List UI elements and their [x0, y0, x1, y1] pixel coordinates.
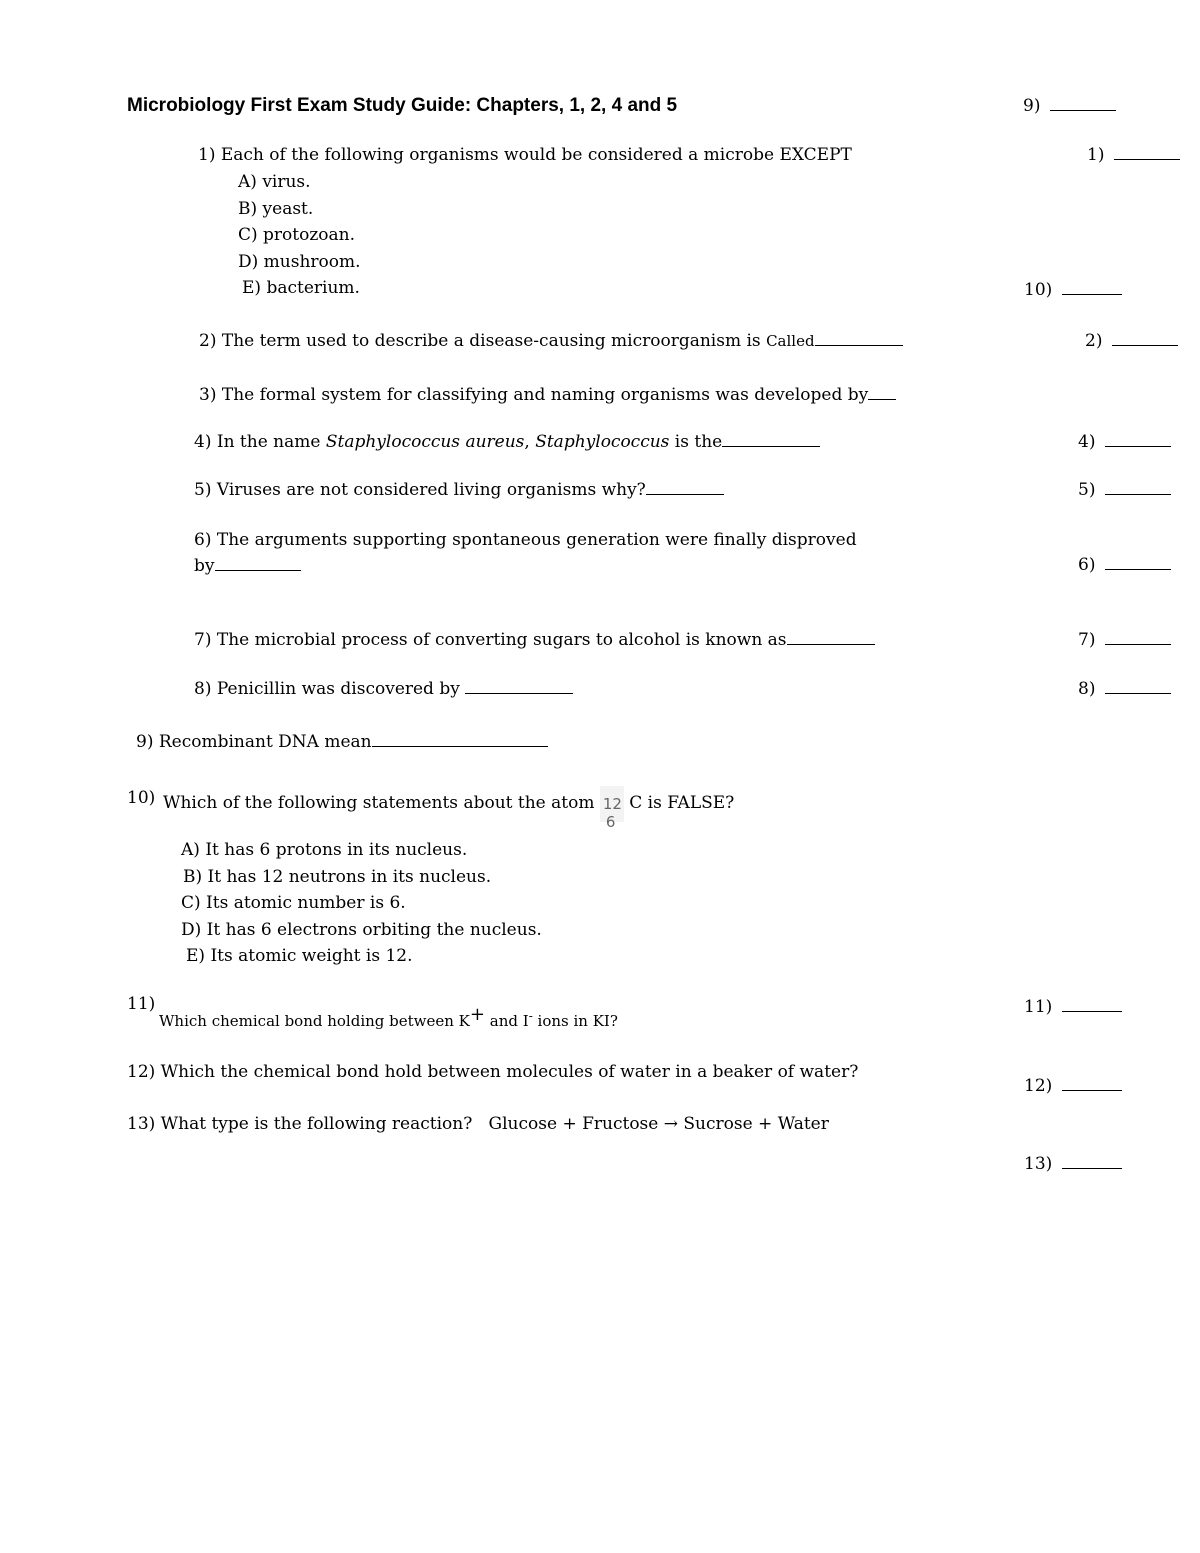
question-11-after: ions in KI?: [537, 1012, 618, 1030]
answer-slot-11[interactable]: [1024, 997, 1122, 1017]
answer-line: [1050, 109, 1116, 111]
answer-label: 10): [1024, 280, 1053, 300]
answer-line: [1105, 493, 1171, 495]
answer-label: 9): [1023, 96, 1041, 116]
answer-blank[interactable]: [787, 643, 875, 645]
question-10-stem: [163, 785, 735, 831]
answer-label: 12): [1024, 1076, 1053, 1096]
question-3: [199, 385, 896, 405]
answer-line: [1105, 692, 1171, 694]
question-11-number: 11): [127, 994, 156, 1014]
answer-label: 4): [1078, 432, 1096, 452]
answer-blank[interactable]: [722, 445, 820, 447]
answer-label: 1): [1087, 145, 1105, 165]
genus-name: Staphylococcus: [535, 432, 670, 452]
question-7-text: 7) The microbial process of converting sugars to alcohol is known as: [194, 630, 787, 650]
answer-slot-9[interactable]: [1023, 96, 1116, 116]
question-10-option-e: E) Its atomic weight is 12.: [186, 946, 413, 966]
question-1-option-a: A) virus.: [238, 172, 311, 192]
species-name: Staphylococcus aureus: [325, 432, 525, 452]
plus-charge: +: [469, 1004, 485, 1025]
question-2: [199, 331, 903, 351]
answer-line: [1062, 1010, 1122, 1012]
answer-line: [1105, 643, 1171, 645]
page-title: Microbiology First Exam Study Guide: Chapters, 1, 2, 4 and 5: [127, 95, 678, 116]
question-10-option-a: A) It has 6 protons in its nucleus.: [181, 840, 468, 860]
answer-line: [1105, 445, 1171, 447]
answer-slot-13[interactable]: [1024, 1154, 1122, 1174]
question-7: [194, 630, 875, 650]
answer-blank[interactable]: [815, 344, 903, 346]
answer-line: [1062, 293, 1122, 295]
question-10-stem-after: C is FALSE?: [629, 793, 735, 813]
question-10-stem-before: Which of the following statements about the atom: [163, 793, 595, 813]
question-10-option-c: C) Its atomic number is 6.: [181, 893, 406, 913]
answer-slot-8[interactable]: [1078, 679, 1171, 699]
answer-label: 7): [1078, 630, 1096, 650]
answer-line: [1105, 568, 1171, 570]
minus-charge: -: [528, 1009, 533, 1023]
answer-slot-6[interactable]: [1078, 555, 1171, 575]
answer-line: [1062, 1089, 1122, 1091]
question-2-called: Called: [766, 332, 815, 350]
question-1-stem: 1) Each of the following organisms would be considered a microbe EXCEPT: [198, 145, 852, 165]
question-4-suffix: is the: [669, 432, 723, 452]
question-5-text: 5) Viruses are not considered living organisms why?: [194, 480, 646, 500]
answer-slot-12[interactable]: [1024, 1076, 1122, 1096]
answer-slot-4[interactable]: [1078, 432, 1171, 452]
question-1-option-d: D) mushroom.: [238, 252, 361, 272]
question-1-option-b: B) yeast.: [238, 199, 314, 219]
question-10-option-d: D) It has 6 electrons orbiting the nucleus.: [181, 920, 542, 940]
carbon-isotope-notation: [600, 786, 624, 831]
question-3-text: 3) The formal system for classifying and naming organisms was developed by: [199, 385, 869, 405]
question-1-option-e: E) bacterium.: [242, 278, 360, 298]
answer-blank[interactable]: [868, 398, 896, 400]
question-6-by: by: [194, 556, 215, 576]
question-2-text: 2) The term used to describe a disease-causing microorganism is: [199, 331, 761, 351]
atomic-number: 6: [605, 812, 616, 831]
answer-blank[interactable]: [372, 745, 548, 747]
answer-label: 8): [1078, 679, 1096, 699]
question-10-number: 10): [127, 788, 156, 808]
question-8: [194, 679, 573, 699]
answer-label: 6): [1078, 555, 1096, 575]
answer-slot-10[interactable]: [1024, 280, 1122, 300]
answer-slot-5[interactable]: [1078, 480, 1171, 500]
answer-slot-7[interactable]: [1078, 630, 1171, 650]
answer-line: [1114, 158, 1180, 160]
question-6-line2: [194, 556, 301, 576]
question-13: 13) What type is the following reaction? Glucose + Fructose → Sucrose + Water: [127, 1114, 829, 1134]
question-11-before: Which chemical bond holding between K: [159, 1012, 470, 1030]
question-12: 12) Which the chemical bond hold between molecules of water in a beaker of water?: [127, 1062, 859, 1082]
answer-line: [1062, 1167, 1122, 1169]
question-1-option-c: C) protozoan.: [238, 225, 356, 245]
answer-label: 5): [1078, 480, 1096, 500]
answer-label: 2): [1085, 331, 1103, 351]
question-8-text: 8) Penicillin was discovered by: [194, 679, 466, 699]
answer-blank[interactable]: [215, 569, 301, 571]
question-11-text: [159, 1004, 618, 1030]
question-5: [194, 480, 724, 500]
question-10-option-b: B) It has 12 neutrons in its nucleus.: [183, 867, 492, 887]
question-6-line1: 6) The arguments supporting spontaneous generation were finally disproved: [194, 530, 857, 550]
question-4-comma: ,: [524, 432, 536, 452]
answer-label: 13): [1024, 1154, 1053, 1174]
answer-slot-1[interactable]: [1087, 145, 1180, 165]
answer-slot-2[interactable]: [1085, 331, 1178, 351]
answer-blank[interactable]: [465, 692, 573, 694]
mass-number: 12: [602, 794, 622, 813]
question-4: [194, 432, 820, 452]
question-9-text: 9) Recombinant DNA mean: [136, 732, 372, 752]
question-4-prefix: 4) In the name: [194, 432, 326, 452]
answer-blank[interactable]: [646, 493, 724, 495]
answer-label: 11): [1024, 997, 1053, 1017]
answer-line: [1112, 344, 1178, 346]
question-11-mid: and I: [489, 1012, 529, 1030]
question-9: [136, 732, 548, 752]
